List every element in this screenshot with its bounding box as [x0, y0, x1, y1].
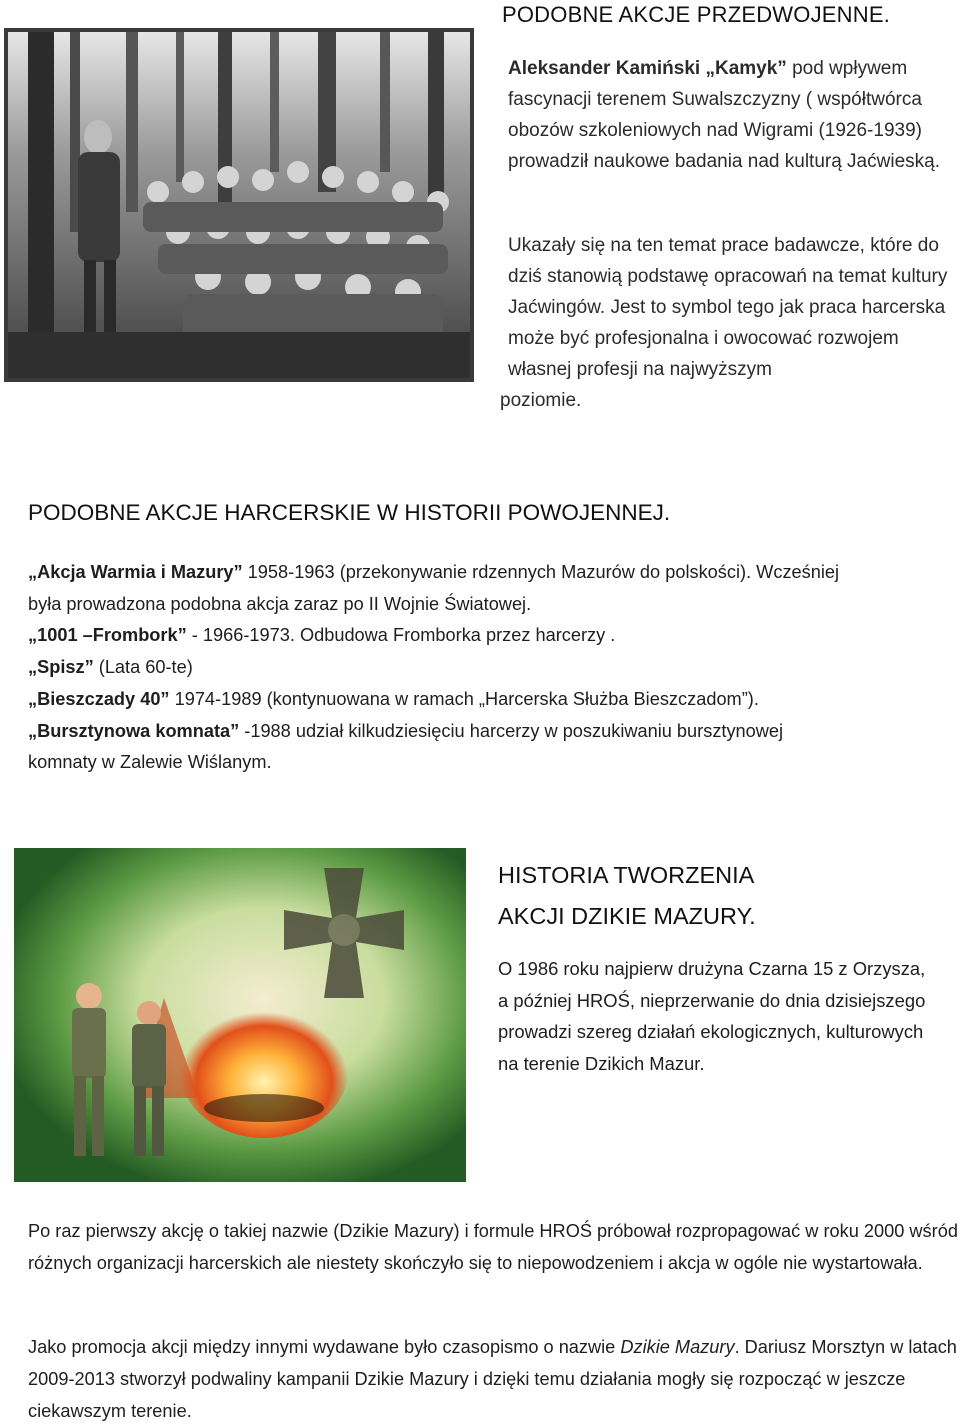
- kaminski-name: Aleksander Kamiński „Kamyk”: [508, 58, 787, 79]
- item-title: „Bieszczady 40”: [28, 688, 170, 709]
- paragraph-research: [500, 230, 958, 416]
- postwar-actions-list: [28, 557, 958, 779]
- campfire-illustration: [14, 848, 466, 1182]
- promotion-text-start: Jako promocja akcji między innymi wydawane było czasopismo o nazwie: [28, 1337, 621, 1357]
- paragraph-dzikie-mazury-origin: O 1986 roku najpierw drużyna Czarna 15 z Orzysza, a później HROŚ, nieprzerwanie do dnia dzisiejszego prowadzi szereg działań ekologicznych, kulturowych na terenie Dzikich Mazur.: [498, 958, 926, 1075]
- list-item: [28, 652, 958, 684]
- heading-line-2: AKCJI DZIKIE MAZURY.: [498, 903, 756, 929]
- heading-dzikie-mazury-history: [498, 855, 756, 937]
- historic-forest-camp-photo: [4, 28, 474, 382]
- research-text: Ukazały się na ten temat prace badawcze, które do dziś stanowią podstawę opracowań na temat kultury Jaćwingów. Jest to symbol tego jak praca harcerska może być profesjonalna i owocować rozwojem własnej profesji na najwyższym: [508, 235, 948, 380]
- paragraph-promotion: [28, 1332, 958, 1427]
- item-text: 1974-1989 (kontynuowana w ramach „Harcerska Służba Bieszczadom”).: [169, 688, 759, 709]
- list-item: [28, 716, 958, 748]
- list-item: [28, 557, 958, 589]
- paragraph-first-attempt: Po raz pierwszy akcję o takiej nazwie (Dzikie Mazury) i formule HROŚ próbował rozpropagować w roku 2000 wśród różnych organizacji harcerskich ale niestety skończyło się to niepowodzeniem i akcja w ogóle nie wystartowała.: [28, 1221, 958, 1273]
- item-title: „Spisz”: [28, 657, 94, 678]
- list-item: [28, 589, 958, 621]
- paragraph-kaminski: [508, 53, 958, 177]
- promotion-text-end: . Dariusz Morsztyn w latach 2009-2013 stworzył podwaliny kampanii Dzikie Mazury i dzięki temu działania mogły się rozpocząć w jeszcze ciekawszym terenie.: [28, 1337, 957, 1421]
- magazine-title: Dzikie Mazury: [620, 1337, 735, 1357]
- research-text-end: poziomie.: [500, 390, 582, 411]
- item-text: - 1966-1973. Odbudowa Fromborka przez harcerzy .: [186, 625, 616, 646]
- list-item: [28, 684, 958, 716]
- item-title: „1001 –Frombork”: [28, 625, 187, 646]
- item-text: (Lata 60-te): [93, 657, 193, 678]
- list-item: [28, 620, 958, 652]
- kaminski-text: pod wpływem fascynacji terenem Suwalszczyzny ( współtwórca obozów szkoleniowych nad Wigrami (1926-1939) prowadził naukowe badania nad kulturą Jaćwieską.: [508, 58, 940, 172]
- heading-postwar-actions: PODOBNE AKCJE HARCERSKIE W HISTORII POWOJENNEJ.: [28, 500, 671, 525]
- item-title: „Bursztynowa komnata”: [28, 720, 240, 741]
- scouts-campfire-collage: [14, 848, 466, 1182]
- list-item: [28, 747, 958, 779]
- forest-camp-illustration: [8, 32, 470, 378]
- heading-prewar-actions: PODOBNE AKCJE PRZEDWOJENNE.: [502, 2, 891, 27]
- item-text: -1988 udział kilkudziesięciu harcerzy w poszukiwaniu bursztynowej: [239, 720, 784, 741]
- item-text: 1958-1963 (przekonywanie rdzennych Mazurów do polskości). Wcześniej: [242, 562, 840, 582]
- heading-line-1: HISTORIA TWORZENIA: [498, 862, 755, 888]
- item-text: była prowadzona podobna akcja zaraz po II Wojnie Światowej.: [28, 593, 532, 614]
- item-title: „Akcja Warmia i Mazury”: [28, 562, 243, 582]
- item-text: komnaty w Zalewie Wiślanym.: [28, 752, 272, 773]
